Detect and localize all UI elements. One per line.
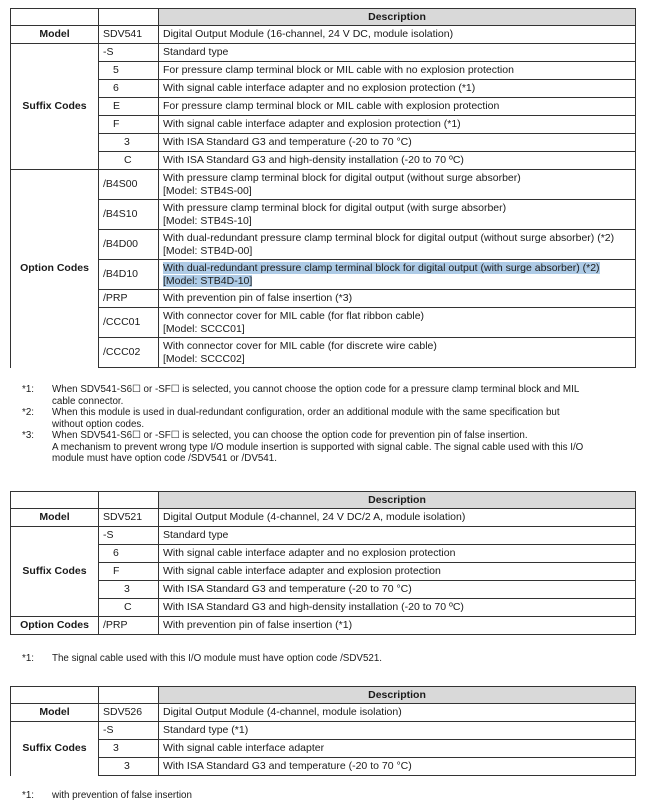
blank-header-cell xyxy=(99,9,159,26)
suffix-codes-label: Suffix Codes xyxy=(11,44,99,170)
blank-header-cell xyxy=(11,492,99,509)
footnote xyxy=(22,430,622,465)
footnote-mark: *3: xyxy=(22,430,34,441)
option-description: With prevention pin of false insertion (*1) xyxy=(159,617,636,635)
footnote-text: The signal cable used with this I/O module must have option code /SDV521. xyxy=(52,653,383,664)
model-label: Model xyxy=(11,26,99,44)
suffix-description: With signal cable interface adapter and explosion protection xyxy=(159,563,636,581)
footnote-text: with prevention of false insertion xyxy=(52,790,192,801)
option-description: With pressure clamp terminal block for digital output (without surge absorber) [Model: STB4S-00] xyxy=(159,170,636,200)
option-description: With dual-redundant pressure clamp terminal block for digital output (without surge absorber) (*2) [Model: STB4D-00] xyxy=(159,230,636,260)
description-header: Description xyxy=(159,9,636,26)
option-code: /B4D10 xyxy=(99,260,159,290)
footnote-text: When this module is used in dual-redundant configuration, order an additional module with the same specification but xyxy=(52,407,560,418)
suffix-code: 6 xyxy=(99,545,159,563)
footnote-mark: *1: xyxy=(22,653,34,664)
suffix-code: 6 xyxy=(99,80,159,98)
suffix-description: For pressure clamp terminal block or MIL cable with no explosion protection xyxy=(159,62,636,80)
footnote xyxy=(22,653,622,665)
model-description: Digital Output Module (16-channel, 24 V DC, module isolation) xyxy=(159,26,636,44)
suffix-code: 3 xyxy=(99,758,159,776)
suffix-description: Standard type xyxy=(159,44,636,62)
footnote xyxy=(22,790,622,802)
suffix-description: Standard type xyxy=(159,527,636,545)
suffix-code: F xyxy=(99,116,159,134)
model-code: SDV541 xyxy=(99,26,159,44)
option-code: /B4S00 xyxy=(99,170,159,200)
footnote xyxy=(22,407,622,430)
description-header: Description xyxy=(159,687,636,704)
suffix-code: C xyxy=(99,152,159,170)
footnote-mark: *1: xyxy=(22,790,34,801)
model-code: SDV526 xyxy=(99,704,159,722)
suffix-code: C xyxy=(99,599,159,617)
suffix-description: With signal cable interface adapter xyxy=(159,740,636,758)
footnote-mark: *1: xyxy=(22,384,34,395)
spec-table-sdv521 xyxy=(10,491,636,635)
suffix-code: F xyxy=(99,563,159,581)
suffix-code: E xyxy=(99,98,159,116)
notes-sdv541 xyxy=(22,384,622,465)
suffix-code: 5 xyxy=(99,62,159,80)
suffix-description: For pressure clamp terminal block or MIL cable with explosion protection xyxy=(159,98,636,116)
footnote xyxy=(22,384,622,407)
suffix-description: With ISA Standard G3 and high-density installation (-20 to 70 ºC) xyxy=(159,152,636,170)
notes-sdv526 xyxy=(22,790,622,802)
option-code: /B4D00 xyxy=(99,230,159,260)
suffix-code: -S xyxy=(99,44,159,62)
blank-header-cell xyxy=(99,492,159,509)
spec-table-sdv541 xyxy=(10,8,636,368)
spec-table-sdv526 xyxy=(10,686,636,776)
blank-header-cell xyxy=(11,9,99,26)
blank-header-cell xyxy=(99,687,159,704)
blank-header-cell xyxy=(11,687,99,704)
footnote-text: cable connector. xyxy=(52,395,124,407)
option-code: /PRP xyxy=(99,617,159,635)
option-description: With prevention pin of false insertion (*3) xyxy=(159,290,636,308)
model-description: Digital Output Module (4-channel, module isolation) xyxy=(159,704,636,722)
option-codes-label: Option Codes xyxy=(11,617,99,635)
suffix-description: With signal cable interface adapter and no explosion protection (*1) xyxy=(159,80,636,98)
footnote-mark: *2: xyxy=(22,407,34,418)
suffix-description: With ISA Standard G3 and temperature (-20 to 70 °C) xyxy=(159,581,636,599)
option-code: /CCC01 xyxy=(99,308,159,338)
model-label: Model xyxy=(11,704,99,722)
suffix-codes-label: Suffix Codes xyxy=(11,722,99,776)
suffix-code: 3 xyxy=(99,581,159,599)
footnote-text: When SDV541-S6☐ or -SF☐ is selected, you cannot choose the option code for a pressure clamp terminal block and MIL xyxy=(52,384,580,395)
suffix-description: With ISA Standard G3 and high-density installation (-20 to 70 ºC) xyxy=(159,599,636,617)
suffix-description: With signal cable interface adapter and explosion protection (*1) xyxy=(159,116,636,134)
option-code: /CCC02 xyxy=(99,338,159,368)
suffix-code: 3 xyxy=(99,740,159,758)
notes-sdv521 xyxy=(22,653,622,665)
model-description: Digital Output Module (4-channel, 24 V DC/2 A, module isolation) xyxy=(159,509,636,527)
suffix-code: 3 xyxy=(99,134,159,152)
description-header: Description xyxy=(159,492,636,509)
suffix-description: With signal cable interface adapter and no explosion protection xyxy=(159,545,636,563)
option-description-highlighted[interactable]: With dual-redundant pressure clamp terminal block for digital output (with surge absorber) (*2) [Model: STB4D-10] xyxy=(159,260,636,290)
option-description: With connector cover for MIL cable (for discrete wire cable) [Model: SCCC02] xyxy=(159,338,636,368)
option-codes-label: Option Codes xyxy=(11,170,99,368)
footnote-text: A mechanism to prevent wrong type I/O module insertion is supported with signal cable. The signal cable used with this I/O xyxy=(52,441,584,453)
option-code: /B4S10 xyxy=(99,200,159,230)
suffix-description: With ISA Standard G3 and temperature (-20 to 70 °C) xyxy=(159,758,636,776)
footnote-text: When SDV541-S6☐ or -SF☐ is selected, you can choose the option code for prevention pin of false insertion. xyxy=(52,430,528,441)
model-code: SDV521 xyxy=(99,509,159,527)
option-description: With connector cover for MIL cable (for flat ribbon cable) [Model: SCCC01] xyxy=(159,308,636,338)
footnote-text: without option codes. xyxy=(52,418,145,430)
suffix-code: -S xyxy=(99,527,159,545)
option-code: /PRP xyxy=(99,290,159,308)
option-description: With pressure clamp terminal block for digital output (with surge absorber) [Model: STB4S-10] xyxy=(159,200,636,230)
suffix-codes-label: Suffix Codes xyxy=(11,527,99,617)
suffix-description: With ISA Standard G3 and temperature (-20 to 70 °C) xyxy=(159,134,636,152)
suffix-description: Standard type (*1) xyxy=(159,722,636,740)
footnote-text: module must have option code /SDV541 or /DV541. xyxy=(52,453,277,464)
model-label: Model xyxy=(11,509,99,527)
suffix-code: -S xyxy=(99,722,159,740)
